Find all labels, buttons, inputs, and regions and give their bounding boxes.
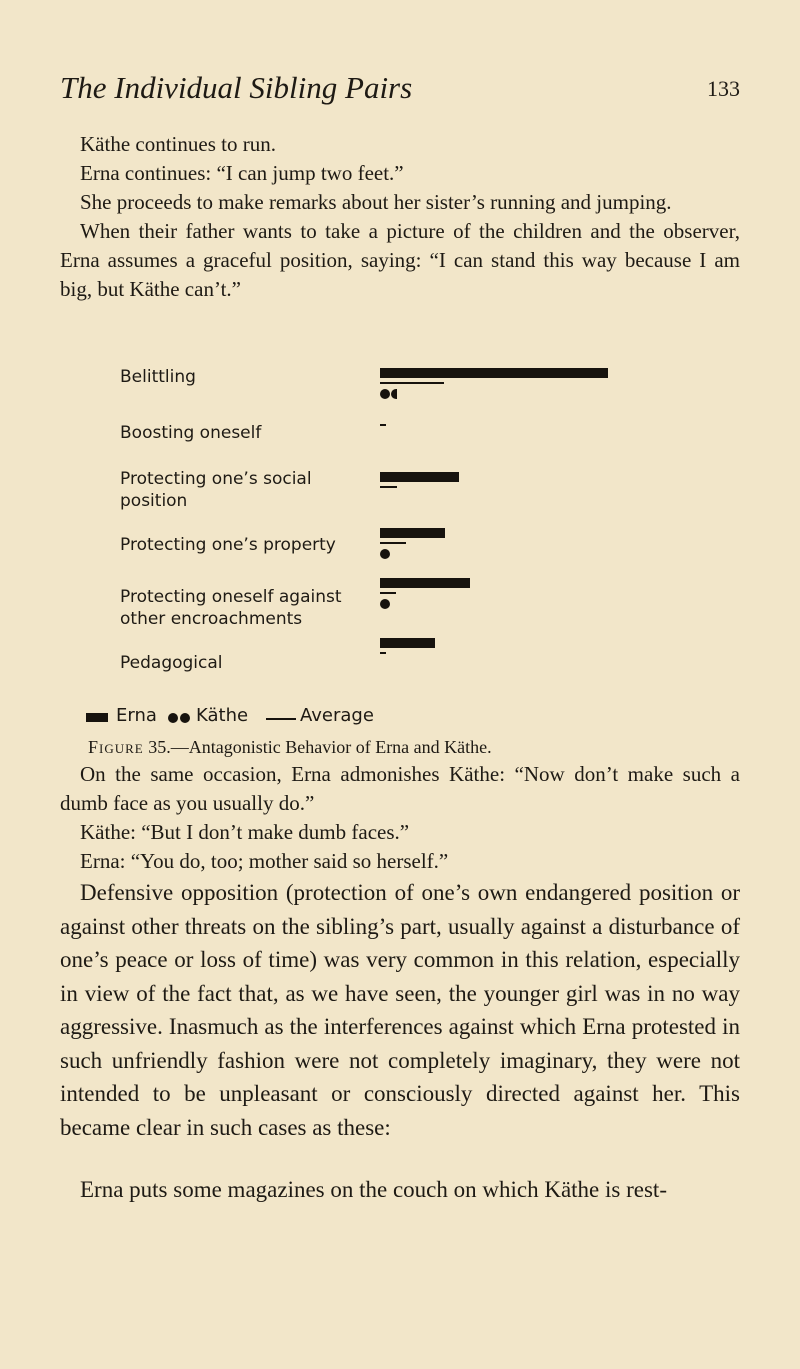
erna-bar [380, 368, 608, 378]
figure-caption [88, 737, 492, 758]
category-label-line: Protecting one’s social [120, 469, 312, 489]
legend-swatch-erna [86, 713, 108, 722]
average-bar [380, 424, 386, 426]
chart-legend [86, 705, 686, 733]
category-label [120, 366, 196, 388]
antagonistic-behavior-chart [120, 360, 720, 720]
average-bar [380, 542, 406, 544]
paragraph: Erna: “You do, too; mother said so herself.” [80, 849, 449, 873]
average-bar [380, 382, 444, 384]
page-number: 133 [707, 76, 740, 101]
category-label-line: Pedagogical [120, 653, 223, 673]
category-label-line: Protecting oneself against [120, 587, 342, 607]
legend-swatch-average [266, 718, 296, 720]
kathe-dot [380, 599, 390, 609]
kathe-dot [380, 549, 390, 559]
legend-label-average: Average [300, 705, 374, 726]
legend-label-erna: Erna [116, 705, 157, 726]
category-label [120, 586, 342, 630]
paragraph: Erna continues: “I can jump two feet.” [80, 161, 404, 185]
paragraph: Käthe: “But I don’t make dumb faces.” [80, 820, 410, 844]
average-bar [380, 652, 386, 654]
paragraph: When their father wants to take a picture of the children and the observer, Erna assumes a graceful position, saying: “I can stand this way because I am big, but Käthe can’t.” [60, 219, 740, 301]
running-title: The Individual Sibling Pairs [60, 70, 413, 105]
caption-number: 35. [148, 737, 171, 757]
category-label [120, 468, 312, 512]
erna-bar [380, 638, 435, 648]
page-header [60, 70, 740, 120]
main-text [60, 876, 740, 1144]
paragraph: Käthe continues to run. [80, 132, 276, 156]
paragraph: On the same occasion, Erna admonishes Käthe: “Now don’t make such a dumb face as you usually do.” [60, 762, 740, 815]
caption-text: —Antagonistic Behavior of Erna and Käthe. [170, 737, 492, 757]
category-label-line: position [120, 491, 188, 511]
average-bar [380, 486, 397, 488]
closing-text [60, 1173, 740, 1207]
category-label [120, 422, 261, 444]
kathe-dot [380, 389, 390, 399]
category-label [120, 534, 336, 556]
erna-bar [380, 578, 470, 588]
category-label-line: Boosting oneself [120, 423, 262, 443]
legend-label-kathe: Käthe [196, 705, 249, 726]
top-text [60, 130, 740, 304]
erna-bar [380, 472, 459, 482]
erna-bar [380, 528, 445, 538]
paragraph: Defensive opposition (protection of one’s own endangered position or against other threats on the sibling’s part, usually against a disturbance of one’s peace or loss of time) was very common in this relation, especially in view of the fact that, as we have seen, the younger girl was in no way aggressive. Inasmuch as the interferences against which Erna protested in such unfriendly fashion were not completely imaginary, they were not intended to be unpleasant or consciously directed against her. This became clear in such cases as these: [60, 880, 740, 1140]
middle-text [60, 760, 740, 876]
category-label [120, 652, 223, 674]
category-label-line: other encroachments [120, 609, 303, 629]
legend-swatch-kathe-dot [168, 713, 178, 723]
kathe-dot [391, 389, 397, 399]
caption-label: Figure [88, 737, 144, 757]
category-label-line: Protecting one’s property [120, 535, 336, 555]
category-label-line: Belittling [120, 367, 196, 387]
paragraph: She proceeds to make remarks about her sister’s running and jumping. [80, 190, 672, 214]
legend-swatch-kathe-dot [180, 713, 190, 723]
average-bar [380, 592, 396, 594]
paragraph: Erna puts some magazines on the couch on which Käthe is rest- [80, 1177, 667, 1202]
